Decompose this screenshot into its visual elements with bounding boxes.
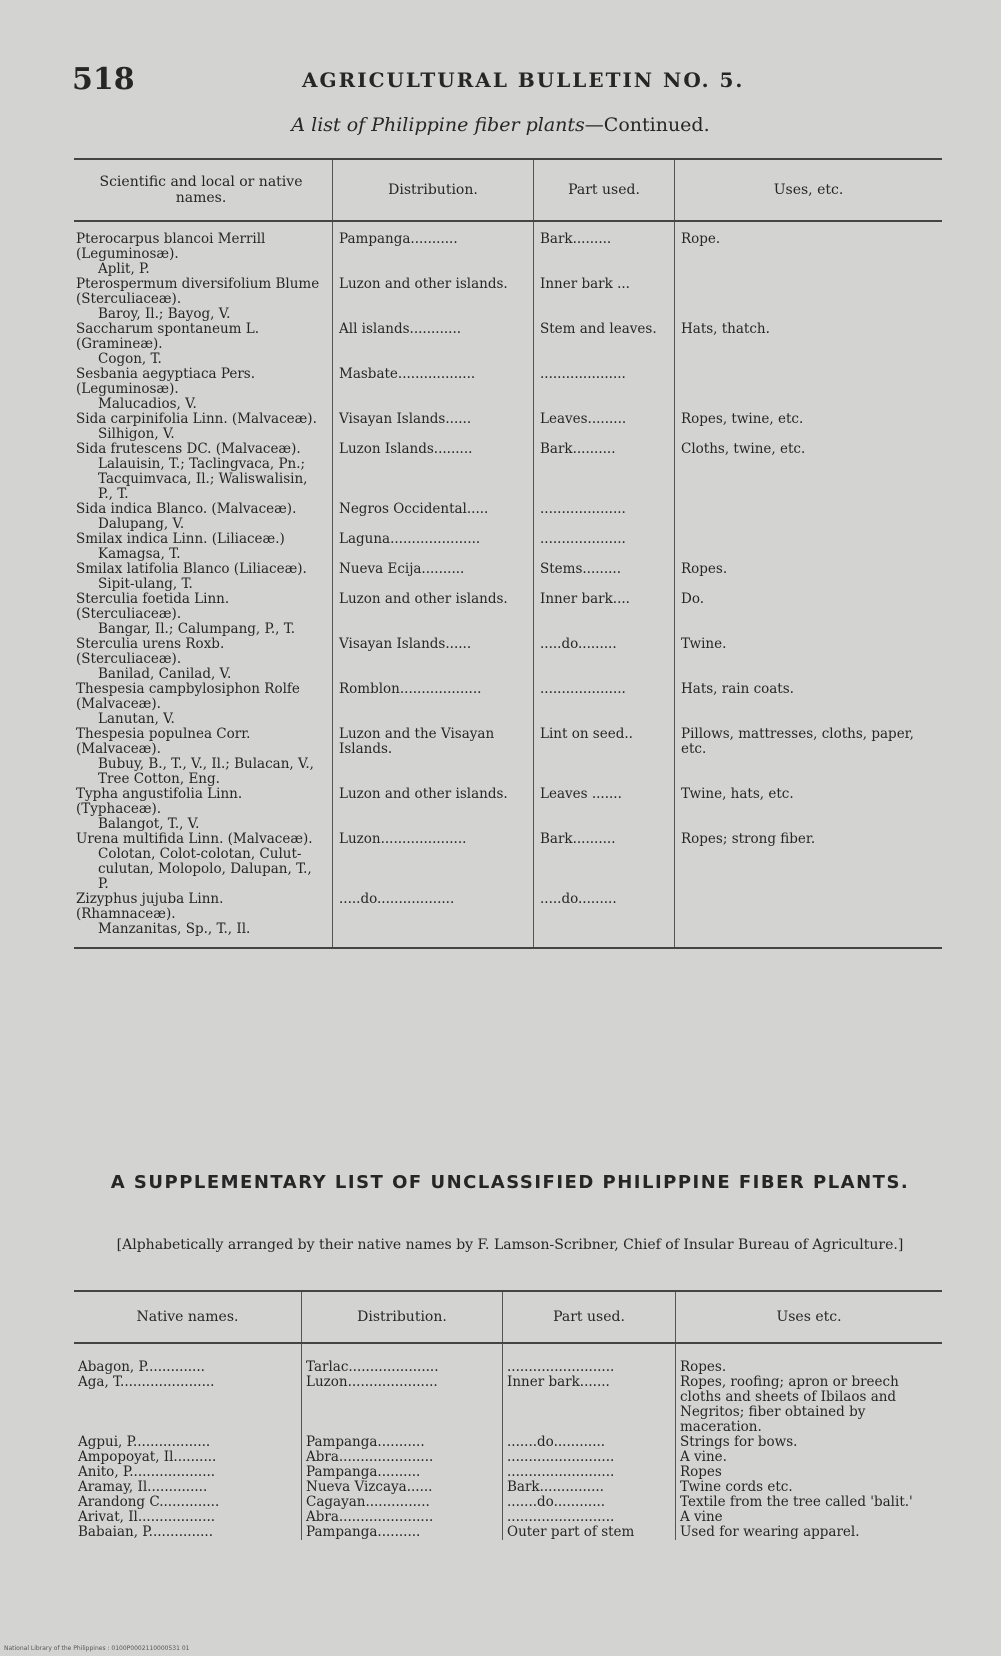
cell-native-name: Agpui, P.................. bbox=[78, 1434, 211, 1450]
local-names: Manzanitas, Sp., T., Il. bbox=[98, 921, 251, 937]
cell-part-used: ......................... bbox=[503, 1343, 676, 1375]
table-row bbox=[74, 637, 942, 682]
table-row bbox=[74, 532, 942, 562]
table-row bbox=[74, 727, 942, 787]
cell-uses: Hats, rain coats. bbox=[675, 682, 943, 727]
cell-part-used: Outer part of stem bbox=[503, 1525, 676, 1540]
cell-part-used: Bark............... bbox=[503, 1480, 676, 1495]
cell-part-used: Bark.......... bbox=[534, 442, 675, 502]
scientific-name: Smilax indica Linn. (Liliaceæ.) bbox=[76, 531, 285, 547]
table-row bbox=[74, 502, 942, 532]
cell-part-used: Leaves......... bbox=[534, 412, 675, 442]
cell-distribution: .....do.................. bbox=[333, 892, 534, 948]
local-names: Bangar, Il.; Calumpang, P., T. bbox=[98, 621, 296, 637]
cell-distribution: Luzon and the Visayan Islands. bbox=[333, 727, 534, 787]
cell-part-used: Inner bark.... bbox=[534, 592, 675, 637]
scientific-name: Urena multifida Linn. (Malvaceæ). bbox=[76, 831, 313, 847]
cell-distribution: Nueva Ecija.......... bbox=[333, 562, 534, 592]
cell-distribution: Nueva Vizcaya...... bbox=[302, 1480, 503, 1495]
local-names: Cogon, T. bbox=[98, 351, 162, 367]
scientific-name: Sterculia urens Roxb. (Sterculiaceæ). bbox=[76, 636, 225, 667]
table-row bbox=[74, 832, 942, 892]
cell-distribution: Pampanga.......... bbox=[302, 1525, 503, 1540]
table-row bbox=[74, 682, 942, 727]
supplement-title: A SUPPLEMENTARY LIST OF UNCLASSIFIED PHILIPPINE FIBER PLANTS. bbox=[110, 1172, 910, 1193]
local-names: Bubuy, B., T., V., Il.; Bulacan, V., Tree Cotton, Eng. bbox=[98, 756, 314, 787]
cell-native-name: Aramay, Il.............. bbox=[78, 1479, 208, 1495]
cell-uses: Used for wearing apparel. bbox=[676, 1525, 943, 1540]
col-header-uses: Uses, etc. bbox=[675, 159, 943, 221]
cell-names bbox=[74, 832, 333, 892]
table-row bbox=[74, 1465, 942, 1480]
table-row bbox=[74, 787, 942, 832]
page-header bbox=[72, 62, 941, 102]
cell-distribution: Cagayan............... bbox=[302, 1495, 503, 1510]
cell-uses: A vine. bbox=[676, 1450, 943, 1465]
cell-names bbox=[74, 412, 333, 442]
cell-distribution: Masbate.................. bbox=[333, 367, 534, 412]
col-header-native-names: Native names. bbox=[136, 1309, 239, 1325]
cell-distribution: Laguna..................... bbox=[333, 532, 534, 562]
cell-part-used: .......do............ bbox=[503, 1495, 676, 1510]
table-row bbox=[74, 892, 942, 948]
supplementary-table bbox=[74, 1290, 942, 1540]
cell-names bbox=[74, 787, 333, 832]
cell-names bbox=[74, 727, 333, 787]
cell-part-used: ......................... bbox=[503, 1510, 676, 1525]
table-row bbox=[74, 1525, 942, 1540]
cell-part-used: .................... bbox=[534, 532, 675, 562]
cell-distribution: Luzon and other islands. bbox=[333, 277, 534, 322]
scientific-name: Thespesia campbylosiphon Rolfe (Malvaceæ). bbox=[76, 681, 300, 712]
table-row bbox=[74, 1480, 942, 1495]
cell-distribution: Negros Occidental..... bbox=[333, 502, 534, 532]
table-caption bbox=[0, 114, 1001, 136]
cell-uses: Ropes; strong fiber. bbox=[675, 832, 943, 892]
cell-uses bbox=[675, 367, 943, 412]
cell-native-name: Arivat, Il.................. bbox=[78, 1509, 216, 1525]
table-row bbox=[74, 1435, 942, 1450]
cell-native-name: Ampopoyat, Il.......... bbox=[78, 1449, 217, 1465]
scientific-name: Zizyphus jujuba Linn. (Rhamnaceæ). bbox=[76, 891, 224, 922]
local-names: Colotan, Colot-colotan, Culut-culutan, Molopolo, Dalupan, T., P. bbox=[98, 846, 312, 892]
cell-part-used: Stem and leaves. bbox=[534, 322, 675, 367]
cell-names bbox=[74, 592, 333, 637]
cell-part-used: ......................... bbox=[503, 1450, 676, 1465]
local-names: Lalauisin, T.; Taclingvaca, Pn.; Tacquimvaca, Il.; Waliswalisin, P., T. bbox=[98, 456, 308, 502]
cell-uses: A vine bbox=[676, 1510, 943, 1525]
cell-part-used: .....do......... bbox=[534, 892, 675, 948]
scientific-name: Pterocarpus blancoi Merrill (Leguminosæ). bbox=[76, 231, 266, 262]
table-row bbox=[74, 277, 942, 322]
cell-native-name: Aga, T...................... bbox=[78, 1374, 215, 1390]
col-header-part-used: Part used. bbox=[534, 159, 675, 221]
cell-names bbox=[74, 637, 333, 682]
cell-names bbox=[74, 562, 333, 592]
cell-uses: Hats, thatch. bbox=[675, 322, 943, 367]
cell-distribution: Abra...................... bbox=[302, 1510, 503, 1525]
running-head: AGRICULTURAL BULLETIN NO. 5. bbox=[302, 68, 745, 92]
local-names: Silhigon, V. bbox=[98, 426, 175, 442]
cell-names bbox=[74, 221, 333, 277]
scientific-name: Sida carpinifolia Linn. (Malvaceæ). bbox=[76, 411, 317, 427]
scientific-name: Typha angustifolia Linn. (Typhaceæ). bbox=[76, 786, 243, 817]
cell-distribution: Romblon................... bbox=[333, 682, 534, 727]
table-row bbox=[74, 322, 942, 367]
cell-native-name: Anito, P.................... bbox=[78, 1464, 216, 1480]
cell-uses: Ropes bbox=[676, 1465, 943, 1480]
cell-names bbox=[74, 682, 333, 727]
table-header-row bbox=[74, 1291, 942, 1343]
scientific-name: Thespesia populnea Corr. (Malvaceæ). bbox=[76, 726, 251, 757]
table-row bbox=[74, 367, 942, 412]
table-row bbox=[74, 562, 942, 592]
cell-distribution: All islands............ bbox=[333, 322, 534, 367]
scientific-name: Sterculia foetida Linn. (Sterculiaceæ). bbox=[76, 591, 230, 622]
cell-names bbox=[74, 892, 333, 948]
cell-names bbox=[74, 502, 333, 532]
table-row bbox=[74, 1450, 942, 1465]
table-row bbox=[74, 1510, 942, 1525]
local-names: Baroy, Il.; Bayog, V. bbox=[98, 306, 231, 322]
local-names: Dalupang, V. bbox=[98, 516, 185, 532]
cell-distribution: Pampanga.......... bbox=[302, 1465, 503, 1480]
col-header-part-used: Part used. bbox=[503, 1291, 676, 1343]
local-names: Aplit, P. bbox=[98, 261, 150, 277]
scientific-name: Smilax latifolia Blanco (Liliaceæ). bbox=[76, 561, 307, 577]
cell-names bbox=[74, 277, 333, 322]
cell-part-used: .................... bbox=[534, 367, 675, 412]
scientific-name: Sida frutescens DC. (Malvaceæ). bbox=[76, 441, 301, 457]
cell-part-used: Bark.......... bbox=[534, 832, 675, 892]
cell-part-used: .......do............ bbox=[503, 1435, 676, 1450]
table-row bbox=[74, 592, 942, 637]
table-row bbox=[74, 442, 942, 502]
cell-part-used: Stems......... bbox=[534, 562, 675, 592]
cell-part-used: Leaves ....... bbox=[534, 787, 675, 832]
cell-part-used: .................... bbox=[534, 502, 675, 532]
local-names: Lanutan, V. bbox=[98, 711, 175, 727]
cell-names bbox=[74, 442, 333, 502]
cell-distribution: Visayan Islands...... bbox=[333, 637, 534, 682]
cell-native-name: Abagon, P.............. bbox=[78, 1359, 205, 1375]
col-header-names: Scientific and local or native names. bbox=[99, 174, 303, 206]
cell-part-used: .................... bbox=[534, 682, 675, 727]
cell-uses bbox=[675, 892, 943, 948]
scientific-name: Pterospermum diversifolium Blume (Sterculiaceæ). bbox=[76, 276, 320, 307]
cell-uses: Rope. bbox=[675, 221, 943, 277]
cell-distribution: Pampanga........... bbox=[333, 221, 534, 277]
fiber-plants-table bbox=[74, 158, 942, 949]
local-names: Malucadios, V. bbox=[98, 396, 197, 412]
table-row bbox=[74, 221, 942, 277]
table-row bbox=[74, 1375, 942, 1435]
caption-title: A list of Philippine fiber plants bbox=[291, 114, 585, 136]
table-row bbox=[74, 1343, 942, 1375]
cell-native-name: Babaian, P............... bbox=[78, 1524, 214, 1540]
scientific-name: Saccharum spontaneum L. (Gramineæ). bbox=[76, 321, 259, 352]
cell-distribution: Abra...................... bbox=[302, 1450, 503, 1465]
cell-names bbox=[74, 532, 333, 562]
cell-part-used: Inner bark ... bbox=[534, 277, 675, 322]
local-names: Banilad, Canilad, V. bbox=[98, 666, 232, 682]
cell-distribution: Luzon and other islands. bbox=[333, 592, 534, 637]
page-number: 518 bbox=[72, 62, 135, 97]
col-header-distribution: Distribution. bbox=[302, 1291, 503, 1343]
scientific-name: Sida indica Blanco. (Malvaceæ). bbox=[76, 501, 297, 517]
cell-distribution: Visayan Islands...... bbox=[333, 412, 534, 442]
cell-uses: Twine cords etc. bbox=[676, 1480, 943, 1495]
cell-names bbox=[74, 367, 333, 412]
cell-part-used: Bark......... bbox=[534, 221, 675, 277]
cell-uses: Do. bbox=[675, 592, 943, 637]
cell-uses: Textile from the tree called 'balit.' bbox=[676, 1495, 943, 1510]
cell-uses: Pillows, mattresses, cloths, paper, etc. bbox=[675, 727, 943, 787]
cell-uses: Ropes, roofing; apron or breech cloths and sheets of Ibilaos and Negritos; fiber obtained by maceration. bbox=[676, 1375, 943, 1435]
cell-distribution: Luzon Islands......... bbox=[333, 442, 534, 502]
cell-distribution: Tarlac..................... bbox=[302, 1343, 503, 1375]
scientific-name: Sesbania aegyptiaca Pers. (Leguminosæ). bbox=[76, 366, 255, 397]
cell-uses: Ropes. bbox=[676, 1343, 943, 1375]
local-names: Kamagsa, T. bbox=[98, 546, 181, 562]
cell-uses bbox=[675, 502, 943, 532]
cell-uses bbox=[675, 277, 943, 322]
cell-uses: Twine, hats, etc. bbox=[675, 787, 943, 832]
supplement-note: [Alphabetically arranged by their native names by F. Lamson-Scribner, Chief of Insular Bureau of Agriculture.] bbox=[116, 1237, 904, 1253]
local-names: Sipit-ulang, T. bbox=[98, 576, 193, 592]
cell-uses: Twine. bbox=[675, 637, 943, 682]
cell-uses bbox=[675, 532, 943, 562]
cell-part-used: Inner bark....... bbox=[503, 1375, 676, 1435]
cell-uses: Ropes, twine, etc. bbox=[675, 412, 943, 442]
caption-suffix: —Continued. bbox=[584, 114, 710, 136]
cell-uses: Cloths, twine, etc. bbox=[675, 442, 943, 502]
cell-part-used: ......................... bbox=[503, 1465, 676, 1480]
cell-distribution: Luzon and other islands. bbox=[333, 787, 534, 832]
cell-names bbox=[74, 322, 333, 367]
cell-part-used: .....do......... bbox=[534, 637, 675, 682]
cell-native-name: Arandong C.............. bbox=[78, 1494, 220, 1510]
cell-uses: Strings for bows. bbox=[676, 1435, 943, 1450]
local-names: Balangot, T., V. bbox=[98, 816, 200, 832]
col-header-uses: Uses etc. bbox=[676, 1291, 943, 1343]
cell-distribution: Luzon..................... bbox=[302, 1375, 503, 1435]
table-row bbox=[74, 1495, 942, 1510]
col-header-distribution: Distribution. bbox=[333, 159, 534, 221]
table-row bbox=[74, 412, 942, 442]
cell-uses: Ropes. bbox=[675, 562, 943, 592]
table-header-row bbox=[74, 159, 942, 221]
cell-distribution: Pampanga........... bbox=[302, 1435, 503, 1450]
cell-distribution: Luzon.................... bbox=[333, 832, 534, 892]
cell-part-used: Lint on seed.. bbox=[534, 727, 675, 787]
page-footer: National Library of the Philippines : 0100P0002110000531 01 bbox=[4, 1645, 190, 1652]
